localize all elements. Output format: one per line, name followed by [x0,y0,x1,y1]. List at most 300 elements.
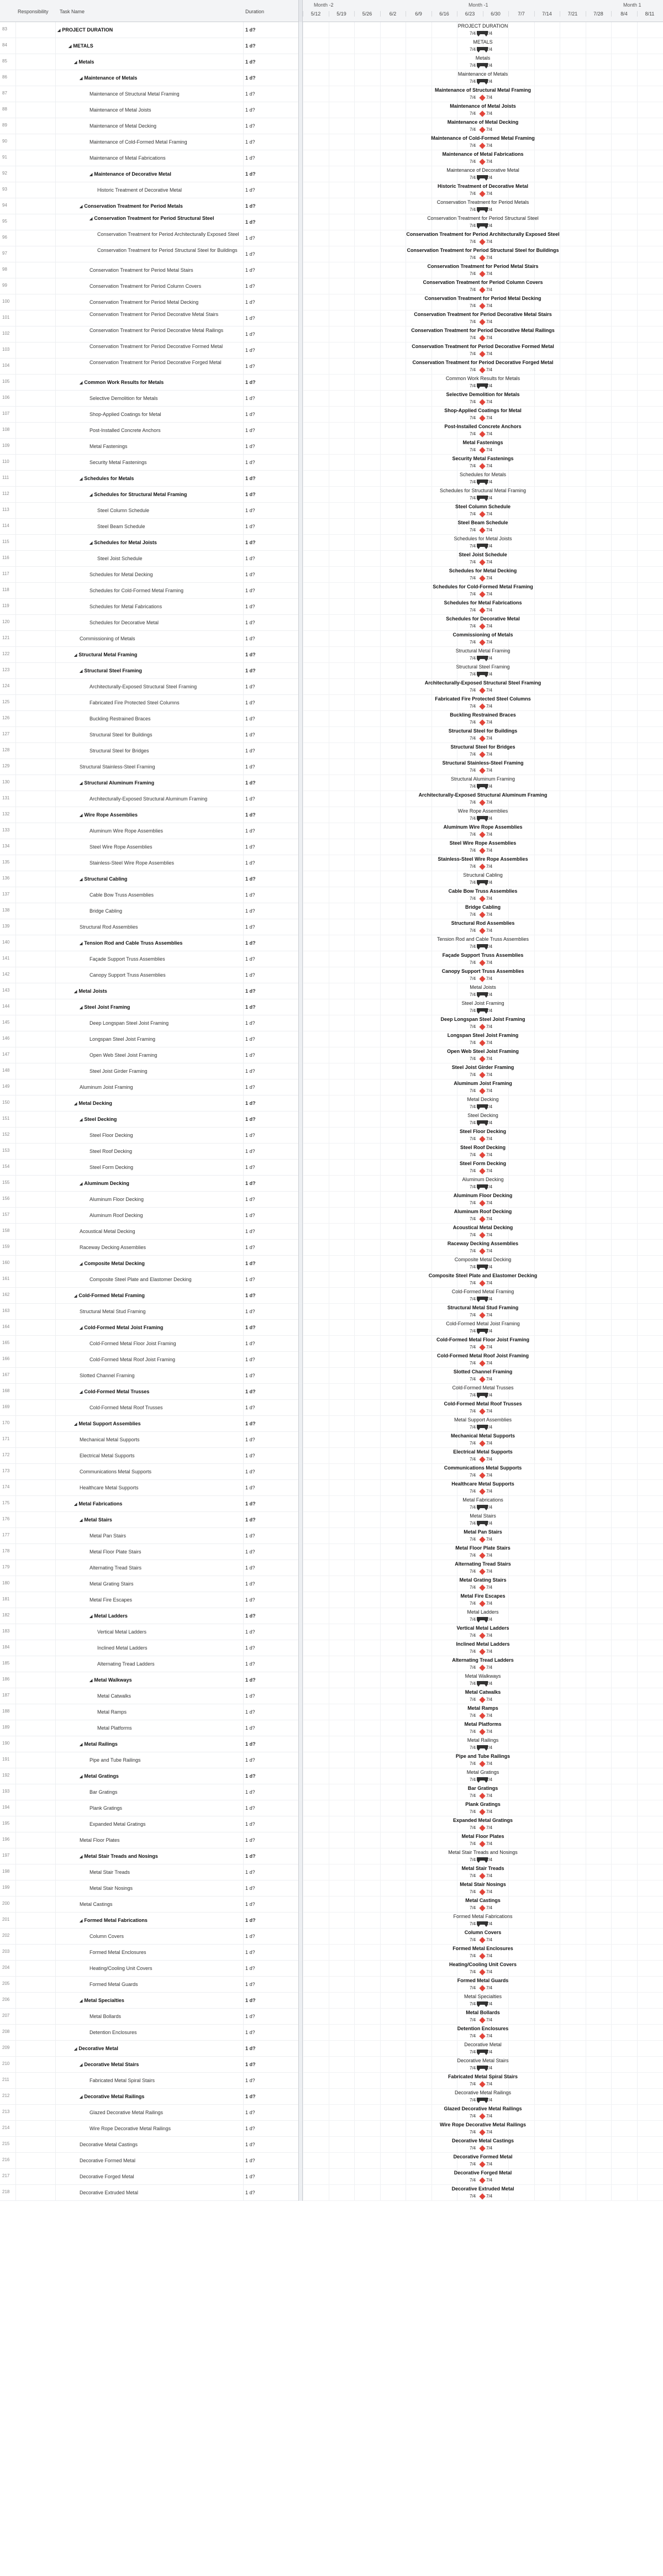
duration-cell[interactable]: 1 d? [245,1645,255,1651]
milestone-diamond-icon[interactable] [479,2193,485,2199]
task-row[interactable] [0,2089,298,2105]
duration-cell[interactable]: 1 d? [245,1132,255,1138]
task-row[interactable] [0,1079,298,1095]
task-row[interactable] [0,839,298,855]
milestone-diamond-icon[interactable] [479,2113,485,2119]
milestone[interactable] [470,895,496,902]
milestone[interactable] [470,767,496,774]
milestone[interactable] [470,1825,496,1831]
task-row[interactable] [0,1192,298,1208]
task-row[interactable] [0,1640,298,1656]
milestone[interactable] [470,2145,496,2152]
task-row[interactable] [0,1848,298,1864]
collapse-caret-icon[interactable]: ◢ [80,205,83,209]
milestone[interactable] [470,623,496,630]
milestone-diamond-icon[interactable] [479,799,485,805]
task-name-cell[interactable] [90,907,241,915]
collapse-caret-icon[interactable]: ◢ [80,1519,83,1523]
duration-cell[interactable]: 1 d? [245,1453,255,1458]
duration-cell[interactable]: 1 d? [245,2190,255,2195]
duration-cell[interactable]: 1 d? [245,123,255,129]
task-row[interactable] [0,1015,298,1031]
task-name-cell[interactable] [80,1436,241,1444]
task-name-cell[interactable] [90,795,241,803]
duration-cell[interactable]: 1 d? [245,908,255,914]
task-name-cell[interactable] [97,1660,241,1668]
duration-cell[interactable]: 1 d? [245,1709,255,1715]
task-name-cell[interactable] [74,651,241,659]
milestone[interactable] [470,1232,496,1239]
duration-cell[interactable]: 1 d? [245,139,255,145]
duration-cell[interactable]: 1 d? [245,972,255,978]
collapse-caret-icon[interactable]: ◢ [80,782,83,786]
task-name-cell[interactable] [90,859,241,867]
summary-bar[interactable] [470,671,496,678]
task-name-cell[interactable] [90,459,241,466]
task-name-cell[interactable] [90,699,241,707]
task-name-cell[interactable] [80,2189,241,2196]
task-row[interactable] [0,2073,298,2089]
milestone[interactable] [470,1568,496,1575]
task-name-cell[interactable] [90,971,241,979]
milestone[interactable] [470,1552,496,1559]
duration-cell[interactable]: 1 d? [245,1325,256,1330]
milestone[interactable] [470,527,496,534]
collapse-caret-icon[interactable]: ◢ [74,654,77,657]
duration-cell[interactable]: 1 d? [245,1229,255,1234]
milestone-diamond-icon[interactable] [479,1761,485,1767]
task-name-cell[interactable] [90,827,241,835]
duration-cell[interactable]: 1 d? [245,476,256,481]
task-row[interactable] [0,519,298,535]
task-name-cell[interactable] [97,555,241,562]
collapse-caret-icon[interactable]: ◢ [90,173,93,177]
milestone-diamond-icon[interactable] [479,1905,485,1911]
milestone-diamond-icon[interactable] [479,639,485,645]
task-row[interactable] [0,695,298,711]
task-row[interactable] [0,1176,298,1192]
task-row[interactable] [0,1031,298,1047]
task-name-cell[interactable] [90,106,241,114]
milestone-diamond-icon[interactable] [479,1248,485,1254]
duration-cell[interactable]: 1 d? [245,2094,256,2099]
milestone-diamond-icon[interactable] [479,431,485,437]
task-row[interactable] [0,1368,298,1384]
duration-cell[interactable]: 1 d? [245,860,255,866]
summary-bar[interactable] [470,1745,496,1751]
task-name-cell[interactable] [90,843,241,851]
milestone-diamond-icon[interactable] [479,127,485,133]
collapse-caret-icon[interactable]: ◢ [80,1919,83,1923]
duration-cell[interactable]: 1 d? [245,524,255,529]
milestone[interactable] [470,1312,496,1319]
task-row[interactable] [0,1384,298,1400]
milestone[interactable] [470,1456,496,1463]
summary-bar[interactable] [470,1120,496,1126]
duration-cell[interactable]: 1 d? [245,1293,256,1298]
duration-cell[interactable]: 1 d? [245,428,255,433]
task-row[interactable] [0,743,298,759]
task-row[interactable] [0,1512,298,1528]
task-row[interactable] [0,1128,298,1144]
duration-cell[interactable]: 1 d? [245,716,255,721]
task-row[interactable] [0,1592,298,1608]
milestone[interactable] [470,2193,496,2200]
duration-cell[interactable]: 1 d? [245,1036,255,1042]
summary-bar[interactable] [470,1681,496,1687]
milestone-diamond-icon[interactable] [479,1568,485,1574]
task-name-cell[interactable] [97,1708,241,1716]
task-row[interactable] [0,359,298,375]
summary-bar[interactable] [470,78,496,85]
task-row[interactable] [0,1448,298,1464]
duration-cell[interactable]: 1 d? [245,1277,255,1282]
milestone-diamond-icon[interactable] [479,1969,485,1975]
duration-cell[interactable]: 1 d? [245,1084,255,1090]
duration-cell[interactable]: 1 d? [245,508,255,513]
duration-cell[interactable]: 1 d? [245,2110,255,2115]
milestone-diamond-icon[interactable] [479,895,485,902]
task-name-cell[interactable] [97,186,241,194]
task-row[interactable] [0,1608,298,1624]
milestone-diamond-icon[interactable] [479,1200,485,1206]
duration-cell[interactable]: 1 d? [245,1100,256,1106]
task-name-cell[interactable] [90,2109,241,2116]
summary-bar[interactable] [470,495,496,502]
task-row[interactable] [0,2057,298,2073]
task-name-cell[interactable] [80,1996,241,2004]
milestone[interactable] [470,143,496,149]
collapse-caret-icon[interactable]: ◢ [80,1390,83,1394]
task-row[interactable] [0,615,298,631]
task-row[interactable] [0,1047,298,1063]
duration-cell[interactable]: 1 d? [245,700,255,705]
task-name-cell[interactable] [97,247,241,262]
task-name-cell[interactable] [90,1147,241,1155]
milestone-diamond-icon[interactable] [479,415,485,421]
task-name-cell[interactable] [80,779,241,787]
task-row[interactable] [0,1352,298,1368]
milestone-diamond-icon[interactable] [479,1088,485,1094]
milestone-diamond-icon[interactable] [479,527,485,533]
milestone[interactable] [470,2113,496,2120]
duration-cell[interactable]: 1 d? [245,1693,255,1699]
milestone[interactable] [470,1280,496,1287]
task-name-cell[interactable] [90,1788,241,1796]
milestone-diamond-icon[interactable] [479,1552,485,1558]
milestone-diamond-icon[interactable] [479,1024,485,1030]
milestone[interactable] [470,1040,496,1046]
milestone[interactable] [470,1969,496,1976]
duration-cell[interactable]: 1 d? [245,444,255,449]
duration-cell[interactable]: 1 d? [245,1837,255,1843]
duration-cell[interactable]: 1 d? [245,91,255,97]
task-row[interactable] [0,663,298,679]
collapse-caret-icon[interactable]: ◢ [74,1102,77,1106]
duration-cell[interactable]: 1 d? [245,732,255,737]
task-row[interactable] [0,375,298,391]
task-row[interactable] [0,230,298,246]
duration-cell[interactable]: 1 d? [245,1197,255,1202]
summary-bar[interactable] [470,1296,496,1303]
task-name-cell[interactable] [90,1932,241,1940]
duration-cell[interactable]: 1 d? [245,1821,255,1827]
task-name-cell[interactable] [90,1756,241,1764]
duration-cell[interactable]: 1 d? [245,956,255,962]
duration-cell[interactable]: 1 d? [245,588,255,593]
milestone-diamond-icon[interactable] [479,1472,485,1478]
task-name-cell[interactable] [80,1772,241,1780]
milestone-diamond-icon[interactable] [479,2033,485,2039]
task-name-cell[interactable] [74,1420,241,1427]
task-row[interactable] [0,1480,298,1496]
duration-cell[interactable]: 1 d? [245,844,255,850]
summary-bar[interactable] [470,1520,496,1527]
task-name-cell[interactable] [90,1067,241,1075]
duration-cell[interactable]: 1 d? [245,940,256,946]
duration-cell[interactable]: 1 d? [245,1004,256,1010]
milestone[interactable] [470,719,496,726]
task-row[interactable] [0,2185,298,2201]
duration-cell[interactable]: 1 d? [245,812,256,818]
duration-cell[interactable]: 1 d? [245,604,255,609]
milestone-diamond-icon[interactable] [479,110,485,117]
task-name-column-header[interactable]: Task Name [60,9,85,14]
task-row[interactable] [0,343,298,359]
duration-cell[interactable]: 1 d? [245,1805,255,1811]
task-row[interactable] [0,2105,298,2121]
task-row[interactable] [0,102,298,118]
task-name-cell[interactable] [90,683,241,691]
collapse-caret-icon[interactable]: ◢ [90,541,93,545]
task-name-cell[interactable] [90,1676,241,1684]
milestone[interactable] [470,2177,496,2184]
duration-cell[interactable]: 1 d? [245,1469,255,1474]
milestone-diamond-icon[interactable] [479,335,485,341]
task-row[interactable] [0,1240,298,1256]
duration-cell[interactable]: 1 d? [245,2078,255,2083]
milestone[interactable] [470,1472,496,1479]
duration-cell[interactable]: 1 d? [245,380,256,385]
task-name-cell[interactable] [57,26,241,34]
milestone-diamond-icon[interactable] [479,607,485,613]
task-name-cell[interactable] [80,2141,241,2148]
task-row[interactable] [0,278,298,294]
task-row[interactable] [0,567,298,583]
duration-cell[interactable]: 1 d? [245,1373,255,1378]
task-name-cell[interactable] [80,923,241,931]
task-row[interactable] [0,951,298,967]
milestone[interactable] [470,1584,496,1591]
duration-cell[interactable]: 1 d? [245,2158,255,2163]
duration-cell[interactable]: 1 d? [245,2126,255,2131]
milestone-diamond-icon[interactable] [479,1889,485,1895]
task-row[interactable] [0,294,298,310]
task-row[interactable] [0,2025,298,2041]
duration-cell[interactable]: 1 d? [245,2030,255,2035]
task-row[interactable] [0,2121,298,2137]
duration-cell[interactable]: 1 d? [245,1998,256,2003]
milestone[interactable] [470,1488,496,1495]
task-row[interactable] [0,487,298,503]
milestone-diamond-icon[interactable] [479,239,485,245]
milestone-diamond-icon[interactable] [479,1664,485,1671]
task-name-cell[interactable] [90,426,241,434]
duration-column-header[interactable]: Duration [245,9,265,14]
task-name-cell[interactable] [90,1820,241,1828]
milestone-diamond-icon[interactable] [479,1793,485,1799]
collapse-caret-icon[interactable]: ◢ [80,1262,83,1266]
summary-bar[interactable] [470,944,496,950]
summary-bar[interactable] [470,815,496,822]
task-row[interactable] [0,679,298,695]
milestone-diamond-icon[interactable] [479,1216,485,1222]
task-row[interactable] [0,919,298,935]
duration-cell[interactable]: 1 d? [245,620,255,625]
milestone-diamond-icon[interactable] [479,1440,485,1446]
summary-bar[interactable] [470,1857,496,1863]
task-name-cell[interactable] [90,442,241,450]
summary-bar[interactable] [470,783,496,790]
duration-cell[interactable]: 1 d? [245,1853,256,1859]
milestone-diamond-icon[interactable] [479,1488,485,1494]
milestone-diamond-icon[interactable] [479,287,485,293]
milestone[interactable] [470,447,496,454]
duration-cell[interactable]: 1 d? [245,1917,256,1923]
task-name-cell[interactable] [80,1452,241,1460]
milestone[interactable] [470,159,496,165]
task-name-cell[interactable] [97,1644,241,1652]
duration-cell[interactable]: 1 d? [245,1020,255,1026]
milestone-diamond-icon[interactable] [479,351,485,357]
milestone-diamond-icon[interactable] [479,463,485,469]
task-row[interactable] [0,1400,298,1416]
milestone-diamond-icon[interactable] [479,447,485,453]
task-name-cell[interactable] [90,311,241,326]
milestone[interactable] [470,2081,496,2088]
duration-cell[interactable]: 1 d? [245,1261,256,1266]
summary-bar[interactable] [470,2049,496,2056]
task-row[interactable] [0,1752,298,1768]
duration-cell[interactable]: 1 d? [245,1725,255,1731]
task-row[interactable] [0,455,298,471]
summary-bar[interactable] [470,1392,496,1399]
task-row[interactable] [0,1977,298,1993]
task-name-cell[interactable] [80,1115,241,1123]
duration-cell[interactable]: 1 d? [245,636,255,641]
task-name-cell[interactable] [80,811,241,819]
task-name-cell[interactable] [80,1324,241,1331]
duration-cell[interactable]: 1 d? [245,572,255,577]
milestone-diamond-icon[interactable] [479,960,485,966]
task-row[interactable] [0,1320,298,1336]
summary-bar[interactable] [470,30,496,37]
task-row[interactable] [0,198,298,214]
task-name-cell[interactable] [90,1404,241,1411]
milestone[interactable] [470,239,496,245]
milestone-diamond-icon[interactable] [479,1344,485,1350]
milestone-diamond-icon[interactable] [479,94,485,101]
task-row[interactable] [0,1576,298,1592]
task-row[interactable] [0,1897,298,1913]
milestone[interactable] [470,1024,496,1030]
task-name-cell[interactable] [97,1692,241,1700]
summary-bar[interactable] [470,46,496,53]
task-row[interactable] [0,1864,298,1880]
collapse-caret-icon[interactable]: ◢ [90,1679,93,1683]
task-name-cell[interactable] [90,2125,241,2132]
collapse-caret-icon[interactable]: ◢ [57,29,61,33]
task-row[interactable] [0,1256,298,1272]
task-name-cell[interactable] [74,987,241,995]
task-name-cell[interactable] [97,231,241,246]
milestone[interactable] [470,1713,496,1719]
collapse-caret-icon[interactable]: ◢ [80,1999,83,2003]
milestone-diamond-icon[interactable] [479,1456,485,1462]
milestone-diamond-icon[interactable] [479,1280,485,1286]
task-name-cell[interactable] [80,1916,241,1924]
task-name-cell[interactable] [80,202,241,210]
task-name-cell[interactable] [90,955,241,963]
duration-cell[interactable]: 1 d? [245,27,256,33]
milestone[interactable] [470,2129,496,2136]
task-name-cell[interactable] [80,1836,241,1844]
milestone[interactable] [470,271,496,277]
task-row[interactable] [0,70,298,86]
duration-cell[interactable]: 1 d? [245,396,255,401]
milestone-diamond-icon[interactable] [479,1232,485,1238]
task-row[interactable] [0,471,298,487]
milestone[interactable] [470,1729,496,1735]
task-row[interactable] [0,1816,298,1832]
task-name-cell[interactable] [90,1340,241,1347]
milestone[interactable] [470,1440,496,1447]
task-name-cell[interactable] [90,1980,241,1988]
summary-bar[interactable] [470,207,496,213]
collapse-caret-icon[interactable]: ◢ [69,45,72,49]
milestone[interactable] [470,94,496,101]
duration-cell[interactable]: 1 d? [245,1773,256,1779]
task-name-cell[interactable] [90,1019,241,1027]
task-name-cell[interactable] [80,2093,241,2100]
pane-splitter[interactable] [298,0,303,22]
task-name-cell[interactable] [80,1900,241,1908]
duration-cell[interactable]: 1 d? [245,364,255,369]
milestone-diamond-icon[interactable] [479,1168,485,1174]
milestone[interactable] [470,110,496,117]
task-name-cell[interactable] [90,215,241,230]
task-name-cell[interactable] [90,1051,241,1059]
milestone-diamond-icon[interactable] [479,1937,485,1943]
task-name-cell[interactable] [80,1516,241,1524]
summary-bar[interactable] [470,383,496,389]
task-row[interactable] [0,1496,298,1512]
milestone-diamond-icon[interactable] [479,1040,485,1046]
task-row[interactable] [0,1736,298,1752]
milestone[interactable] [470,1937,496,1943]
summary-bar[interactable] [470,879,496,886]
task-name-cell[interactable] [90,891,241,899]
task-row[interactable] [0,2153,298,2169]
milestone[interactable] [470,703,496,710]
task-name-cell[interactable] [90,1195,241,1203]
milestone[interactable] [470,367,496,373]
duration-cell[interactable]: 1 d? [245,460,255,465]
collapse-caret-icon[interactable]: ◢ [80,878,83,882]
milestone-diamond-icon[interactable] [479,2017,485,2023]
milestone-diamond-icon[interactable] [479,831,485,837]
duration-cell[interactable]: 1 d? [245,1405,255,1410]
